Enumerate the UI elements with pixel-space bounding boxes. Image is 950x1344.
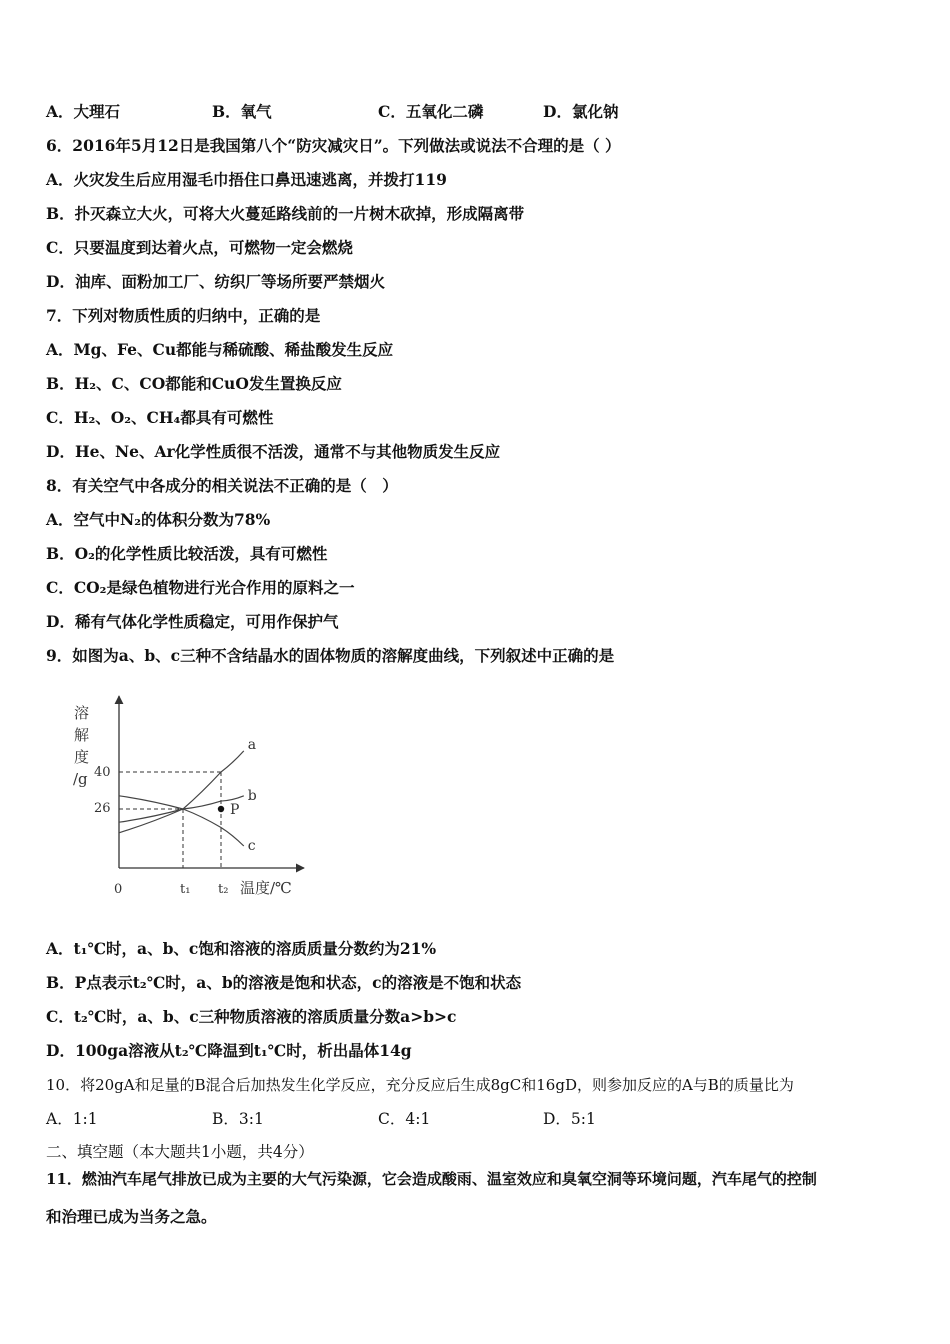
curve-c [119,796,244,846]
q10-option-d: D．5:1 [543,1110,596,1128]
y-label-char: 解 [74,726,90,744]
q10-option-a: A．1:1 [46,1110,98,1128]
curve-a [119,751,244,833]
q7-stem: 7．下列对物质性质的归纳中，正确的是 [46,306,321,325]
q6-option-a: A．火灾发生后应用湿毛巾捂住口鼻迅速逃离，并拨打119 [46,170,447,189]
q10-option-c: C．4:1 [378,1110,431,1128]
q9-option-d: D．100ga溶液从t₂℃降温到t₁℃时，析出晶体14g [46,1041,412,1060]
curve-label-a: a [247,736,257,753]
y-axis-label [73,704,89,788]
curve-label-b: b [247,787,257,804]
q7-option-a: A．Mg、Fe、Cu都能与稀硫酸、稀盐酸发生反应 [46,340,394,359]
q9-option-b: B．P点表示t₂℃时，a、b的溶液是饱和状态，c的溶液是不饱和状态 [46,973,522,992]
x-tick-t1: t₁ [180,882,191,897]
y-label-char: 溶 [74,704,90,722]
q5-option-b: B．氧气 [212,102,272,121]
y-tick-26: 26 [94,801,111,816]
y-label-char: 度 [74,748,90,766]
origin-label: 0 [114,882,123,897]
q5-option-a: A．大理石 [46,102,121,121]
q7-option-b: B．H₂、C、CO都能和CuO发生置换反应 [46,374,342,393]
y-tick-40: 40 [94,765,111,780]
section-heading: 二、填空题（本大题共1小题，共4分） [46,1143,314,1161]
point-p [218,806,224,812]
q8-option-c: C．CO₂是绿色植物进行光合作用的原料之一 [46,578,355,597]
point-p-label: P [230,802,240,818]
q8-option-d: D．稀有气体化学性质稳定，可用作保护气 [46,612,339,631]
solubility-chart [64,690,314,905]
q5-option-d: D．氯化钠 [543,102,619,121]
curve-label-c: c [247,838,256,854]
q9-option-a: A．t₁℃时，a、b、c饱和溶液的溶质质量分数约为21% [46,939,437,958]
q6-option-c: C．只要温度到达着火点，可燃物一定会燃烧 [46,238,353,257]
x-tick-t2: t₂ [218,882,229,897]
q10-option-b: B．3:1 [212,1110,264,1128]
q7-option-d: D．He、Ne、Ar化学性质很不活泼，通常不与其他物质发生反应 [46,442,501,461]
q10-stem: 10．将20gA和足量的B混合后加热发生化学反应，充分反应后生成8gC和16gD，则参加反应的A与B的质量比为 [46,1076,794,1094]
q8-option-a: A．空气中N₂的体积分数为78% [46,510,271,529]
q8-option-b: B．O₂的化学性质比较活泼，具有可燃性 [46,544,328,563]
q8-stem: 8．有关空气中各成分的相关说法不正确的是（ ） [46,476,398,495]
q11-line-1: 11．燃油汽车尾气排放已成为主要的大气污染源，它会造成酸雨、温室效应和臭氧空洞等环境问题，汽车尾气的控制 [46,1170,817,1188]
q9-option-c: C．t₂℃时，a、b、c三种物质溶液的溶质质量分数a>b>c [46,1007,457,1026]
q6-stem: 6．2016年5月12日是我国第八个“防灾减灾日”。下列做法或说法不合理的是（ ） [46,136,621,155]
q5-option-c: C．五氧化二磷 [378,102,484,121]
x-axis-label: 温度/℃ [240,879,292,897]
q7-option-c: C．H₂、O₂、CH₄都具有可燃性 [46,408,274,427]
q9-stem: 9．如图为a、b、c三种不含结晶水的固体物质的溶解度曲线，下列叙述中正确的是 [46,646,615,665]
y-label-char: /g [73,770,88,788]
q11-line-2: 和治理已成为当务之急。 [46,1207,217,1226]
q6-option-b: B．扑灭森立大火，可将大火蔓延路线前的一片树木砍掉，形成隔离带 [46,204,525,223]
q6-option-d: D．油库、面粉加工厂、纺织厂等场所要严禁烟火 [46,272,385,291]
